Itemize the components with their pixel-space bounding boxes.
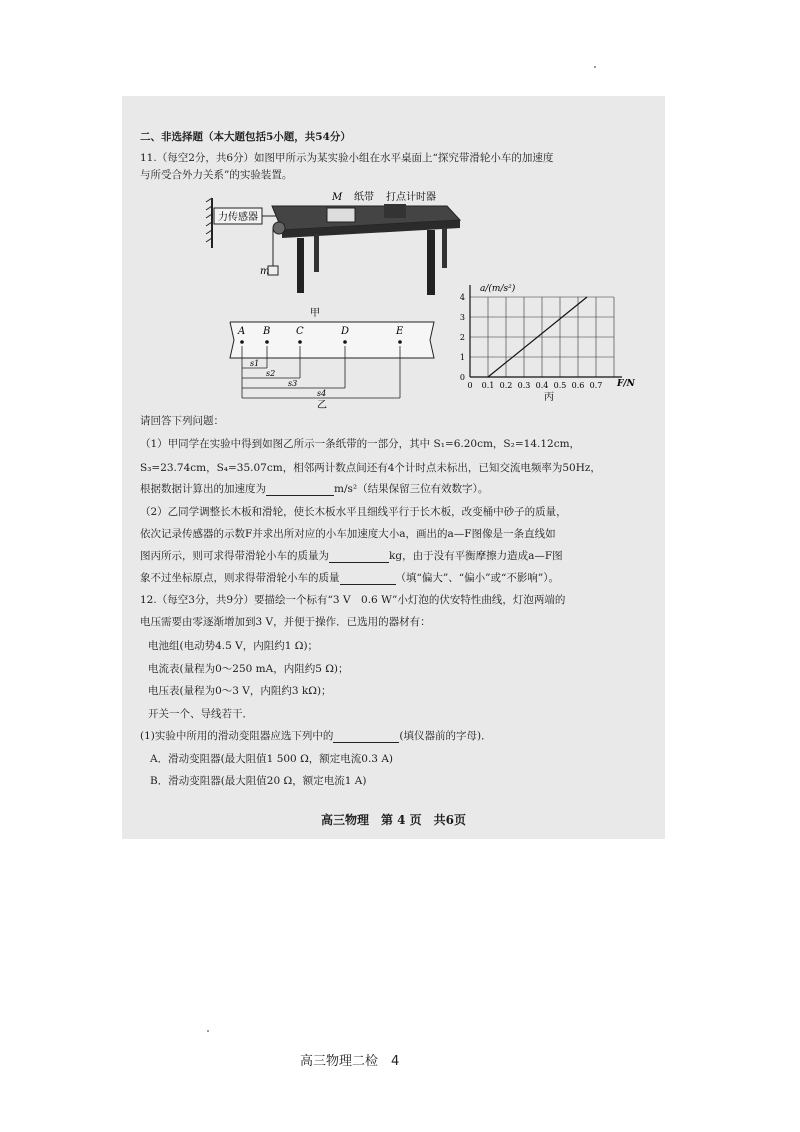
- apparatus-figure: [202, 188, 462, 308]
- span-s1: s1: [250, 359, 260, 368]
- x-tick-label: 0.3: [517, 381, 531, 390]
- p1-text-a: 根据数据计算出的加速度为: [140, 483, 266, 495]
- x-tick-label: 0.4: [535, 381, 549, 390]
- y-tick-label: 1: [459, 353, 465, 362]
- scan-dot: [594, 66, 596, 68]
- y-tick-label: 3: [459, 313, 465, 322]
- q12-line-1: 12.（每空3分，共9分）要描绘一个标有“3 V 0.6 W”小灯泡的伏安特性曲线，灯泡两端的: [140, 594, 566, 606]
- prompt: 请回答下列问题：: [140, 415, 224, 427]
- y-tick-label: 4: [459, 293, 465, 302]
- answer-blank-accel[interactable]: [266, 484, 334, 496]
- graph-xlabel: F/N: [617, 379, 635, 389]
- a-F-graph: [454, 279, 659, 407]
- section-header: 二、非选择题（本大题包括5小题，共54分）: [140, 131, 351, 143]
- x-tick-label: 0.7: [589, 381, 603, 390]
- tape-point-C: C: [296, 326, 304, 337]
- q12-part1-b: (填仪器前的字母)．: [399, 730, 492, 742]
- y-tick-label: 2: [459, 333, 465, 342]
- q12-switch: 开关一个、导线若干．: [148, 708, 253, 720]
- q11-line-1: 11.（每空2分，共6分）如图甲所示为某实验小组在水平桌面上“探究带滑轮小车的加速度: [140, 152, 554, 164]
- answer-blank-bias[interactable]: [340, 573, 396, 585]
- p2-text-a: 图丙所示，则可求得带滑轮小车的质量为: [140, 550, 329, 562]
- tape-point-D: D: [341, 326, 350, 337]
- p1-line-3: [140, 482, 488, 496]
- scan-dot: [207, 1030, 209, 1032]
- page-footer: 高三物理二检 4: [300, 1054, 400, 1069]
- m-label: m: [260, 266, 270, 277]
- y-tick-label: 0: [459, 373, 465, 382]
- tape-point-E: E: [396, 326, 404, 337]
- label-yi: 乙: [317, 400, 327, 411]
- photo-page-footer: 高三物理 第 4 页 共6页: [320, 813, 467, 827]
- label-bing: 丙: [544, 392, 554, 403]
- x-tick-label: 0.2: [499, 381, 513, 390]
- option-a: A．滑动变阻器(最大阻值1 500 Ω，额定电流0.3 A): [150, 753, 393, 765]
- answer-blank-mass[interactable]: [329, 551, 389, 563]
- q12-part1-a: (1)实验中所用的滑动变阻器应选下列中的: [140, 730, 334, 742]
- p2-line-3: [140, 549, 563, 563]
- p2-line-4: [140, 571, 559, 585]
- x-tick-label: 0: [467, 381, 473, 390]
- q12-voltmeter: 电压表(量程为0～3 V，内阻约3 kΩ)；: [148, 685, 332, 697]
- x-tick-label: 0.6: [571, 381, 585, 390]
- tape-label: 纸带: [354, 192, 374, 203]
- x-tick-label: 0.1: [481, 381, 495, 390]
- tape-figure: [222, 306, 442, 411]
- q12-battery: 电池组(电动势4.5 V，内阻约1 Ω)；: [148, 640, 319, 652]
- tape-point-B: B: [263, 326, 271, 337]
- span-s4: s4: [317, 389, 327, 398]
- answer-blank-rheostat[interactable]: [333, 731, 399, 743]
- p2-line-1: （2）乙同学调整长木板和滑轮，使长木板水平且细线平行于长木板，改变桶中砂子的质量，: [140, 506, 567, 518]
- x-tick-label: 0.5: [553, 381, 567, 390]
- timer-label: 打点计时器: [386, 192, 436, 203]
- p2-text-b: kg，由于没有平衡摩擦力造成a—F图: [389, 550, 563, 562]
- p2-text-d: （填“偏大”、“偏小”或“不影响”）。: [395, 572, 559, 584]
- option-b: B．滑动变阻器(最大阻值20 Ω，额定电流1 A): [150, 775, 367, 787]
- q12-part1: [140, 729, 492, 743]
- p1-text-b: m/s²（结果保留三位有效数字）。: [334, 483, 489, 495]
- graph-ylabel: a/(m/s²): [480, 284, 516, 294]
- tape-point-A: A: [238, 326, 246, 337]
- p1-line-1: （1）甲同学在实验中得到如图乙所示一条纸带的一部分，其中 S₁=6.20cm，S₂=14.12cm，: [140, 438, 581, 450]
- M-label: M: [332, 192, 343, 203]
- q12-line-2: 电压需要由零逐渐增加到3 V，并便于操作．已选用的器材有：: [140, 616, 431, 628]
- p2-text-c: 象不过坐标原点，则求得带滑轮小车的质量: [140, 572, 340, 584]
- scanned-exam-photo: [122, 96, 665, 839]
- span-s3: s3: [288, 379, 298, 388]
- span-s2: s2: [266, 369, 276, 378]
- q11-line-2: 与所受合外力关系”的实验装置。: [140, 169, 293, 181]
- p1-line-2: S₃=23.74cm，S₄=35.07cm，相邻两计数点间还有4个计时点未标出，已知交流电频率为50Hz，: [140, 462, 601, 474]
- q12-ammeter: 电流表(量程为0～250 mA，内阻约5 Ω)；: [148, 663, 349, 675]
- sensor-label: 力传感器: [218, 212, 258, 223]
- p2-line-2: 依次记录传感器的示数F并求出所对应的小车加速度大小a，画出的a—F图像是一条直线如: [140, 528, 556, 540]
- label-jia: 甲: [310, 308, 320, 319]
